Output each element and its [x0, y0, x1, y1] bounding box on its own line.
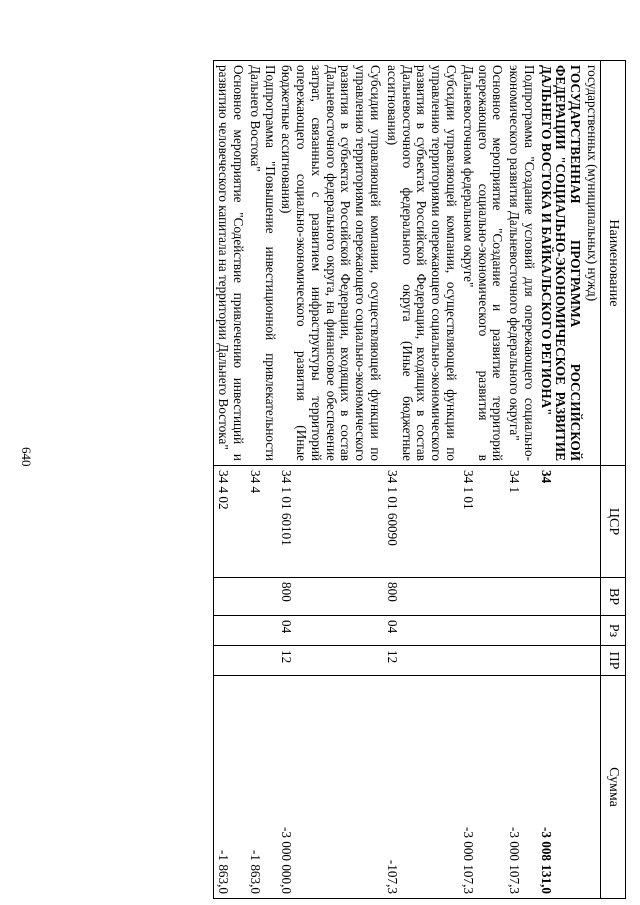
cell-pr — [459, 646, 505, 676]
col-header-rz: Рз — [601, 616, 626, 646]
cell-vr — [583, 578, 600, 616]
cell-csr: 34 1 01 60101 — [278, 466, 383, 578]
cell-csr: 34 4 02 — [214, 466, 246, 578]
cell-name: Субсидии управляющей компании, осуществляющей функции по управлению территориями опережающего социально-экономического развития в субъектах Российской Федерации, входящих в состав Дальневосточного федерального округа, на финансовое обеспечение затрат, связанных с развитием инфраструктуры территорий опережающего социально-экономического развития (Иные бюджетные ассигнования) — [278, 61, 383, 466]
cell-name: ГОСУДАРСТВЕННАЯ ПРОГРАММА РОССИЙСКОЙ ФЕДЕРАЦИИ "СОЦИАЛЬНО-ЭКОНОМИЧЕСКОЕ РАЗВИТИЕ ДАЛЬНЕГО ВОСТОКА И БАЙКАЛЬСКОГО РЕГИОНА" — [537, 61, 583, 466]
cell-pr: 12 — [278, 646, 383, 676]
cell-name: Субсидии управляющей компании, осуществляющей функции по управлению территориями опережающего социально-экономического развития в субъектах Российской Федерации, входящих в состав Дальневосточного федерального округа (Иные бюджетные ассигнования) — [383, 61, 459, 466]
cell-pr — [505, 646, 537, 676]
table-row — [278, 61, 383, 899]
cell-sum: -3 000 107,3 — [459, 676, 505, 899]
cell-csr: 34 4 — [246, 466, 278, 578]
cell-name: Подпрограмма "Повышение инвестиционной привлекательности Дальнего Востока" — [246, 61, 278, 466]
cell-rz — [246, 616, 278, 646]
cell-pr — [214, 646, 246, 676]
cell-vr — [459, 578, 505, 616]
cell-pr: 12 — [383, 646, 459, 676]
cell-sum: -1 863,0 — [214, 676, 246, 899]
cell-name: Основное мероприятие "Создание и развитие территорий опережающего социально-экономического развития в Дальневосточном федеральном округе" — [459, 61, 505, 466]
cell-rz — [537, 616, 583, 646]
table-row — [246, 61, 278, 899]
page-number: 640 — [19, 447, 34, 467]
cell-name: Основное мероприятие "Содействие привлечению инвестиций и развитию человеческого капитала на территории Дальнего Востока" — [214, 61, 246, 466]
cell-pr — [583, 646, 600, 676]
cell-csr — [583, 466, 600, 578]
cell-vr — [505, 578, 537, 616]
table-row — [505, 61, 537, 899]
cell-sum: -107,3 — [383, 676, 459, 899]
cell-csr: 34 1 — [505, 466, 537, 578]
cell-pr — [537, 646, 583, 676]
budget-table-rotated — [82, 60, 626, 898]
table-body — [214, 61, 601, 899]
col-header-vr: ВР — [601, 578, 626, 616]
table-row — [537, 61, 583, 899]
cell-csr: 34 1 01 — [459, 466, 505, 578]
cell-vr — [537, 578, 583, 616]
cell-rz — [583, 616, 600, 646]
cell-csr: 34 1 01 60090 — [383, 466, 459, 578]
col-header-pr: ПР — [601, 646, 626, 676]
cell-rz — [459, 616, 505, 646]
cell-rz: 04 — [278, 616, 383, 646]
table-row — [459, 61, 505, 899]
budget-table — [213, 60, 626, 899]
cell-vr: 800 — [383, 578, 459, 616]
cell-vr — [214, 578, 246, 616]
col-header-csr: ЦСР — [601, 466, 626, 578]
cell-rz — [214, 616, 246, 646]
cell-name: государственных (муниципальных) нужд) — [583, 61, 600, 466]
cell-sum: -3 008 131,0 — [537, 676, 583, 899]
cell-sum — [583, 676, 600, 899]
table-row — [583, 61, 600, 899]
cell-pr — [246, 646, 278, 676]
cell-vr — [246, 578, 278, 616]
cell-vr: 800 — [278, 578, 383, 616]
table-header-row — [601, 61, 626, 899]
cell-sum: -3 000 107,3 — [505, 676, 537, 899]
cell-csr: 34 — [537, 466, 583, 578]
cell-sum: -3 000 000,0 — [278, 676, 383, 899]
table-row — [214, 61, 246, 899]
cell-rz: 04 — [383, 616, 459, 646]
col-header-sum: Сумма — [601, 676, 626, 899]
cell-name: Подпрограмма "Создание условий для опережающего социально-экономического развития Дальневосточного федерального округа" — [505, 61, 537, 466]
col-header-name: Наименование — [601, 61, 626, 466]
cell-sum: -1 863,0 — [246, 676, 278, 899]
cell-rz — [505, 616, 537, 646]
table-row — [383, 61, 459, 899]
